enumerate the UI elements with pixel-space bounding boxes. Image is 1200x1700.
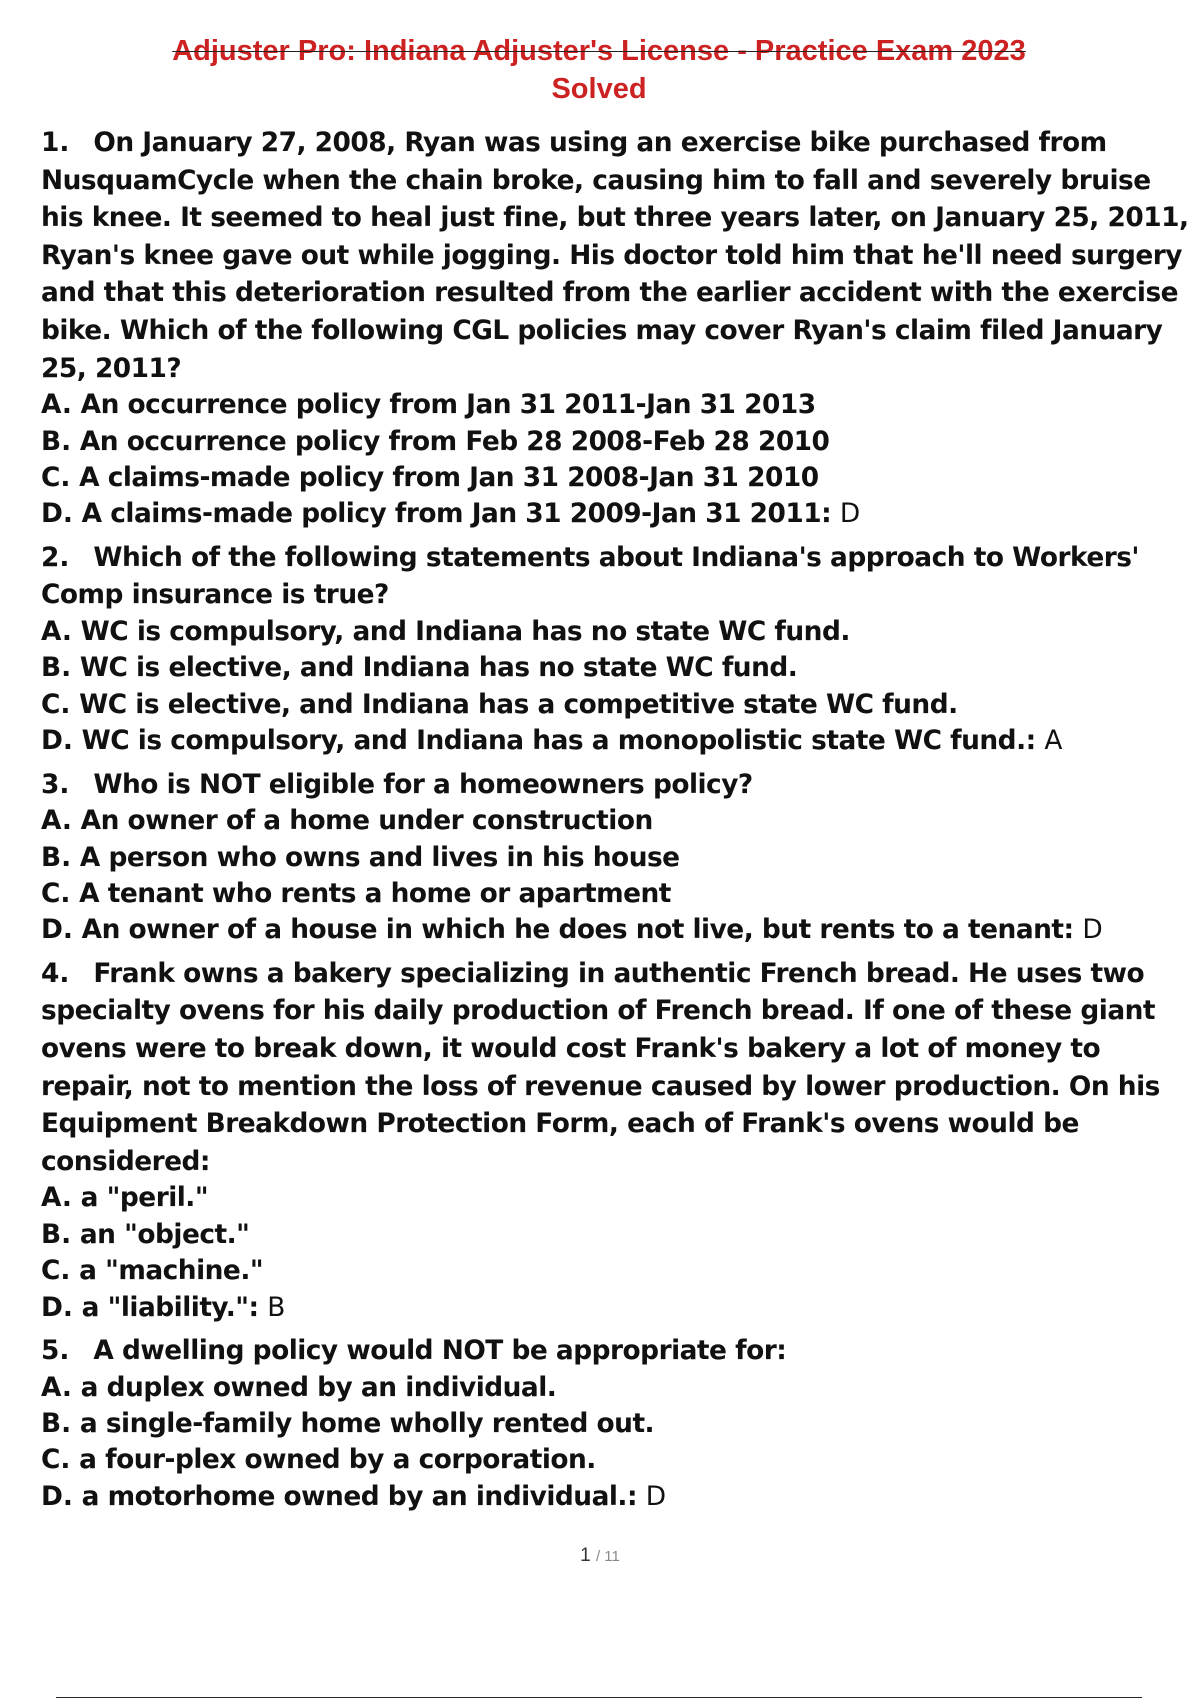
option-text: WC is elective, and Indiana has no state WC fund. (79, 652, 798, 684)
option-text: An owner of a home under construction (80, 805, 653, 837)
option-letter: B. (41, 1408, 72, 1439)
question-number: 5. (41, 1335, 70, 1366)
option-text: a motorhome owned by an individual.: (81, 1480, 638, 1512)
option-d (41, 1290, 1191, 1326)
option-a (41, 1180, 1191, 1216)
option-text: a four-plex owned by a corporation. (79, 1444, 596, 1476)
option-d (41, 496, 1191, 532)
option-c (41, 687, 1191, 723)
option-letter: B. (41, 425, 72, 457)
question-text (41, 955, 1191, 1181)
option-letter: D. (41, 914, 73, 946)
option-text: a single-family home wholly rented out. (79, 1408, 655, 1439)
question-text (41, 1332, 1191, 1370)
option-letter: C. (41, 1255, 71, 1287)
question-body: A dwelling policy would NOT be appropriate for: (93, 1335, 787, 1366)
answer-key: B (267, 1291, 285, 1323)
option-text: An occurrence policy from Jan 31 2011-Jan 31 2013 (80, 389, 816, 421)
question-body: Which of the following statements about Indiana's approach to Workers' Comp insurance is true? (41, 541, 1140, 611)
option-text: a duplex owned by an individual. (80, 1371, 557, 1403)
question-number: 3. (41, 768, 70, 800)
option-b (41, 840, 1191, 876)
option-d (41, 912, 1191, 948)
option-letter: A. (41, 805, 72, 837)
page-number (0, 1545, 1200, 1567)
page-total: / 11 (595, 1548, 620, 1565)
question-text (41, 766, 1191, 804)
question-text (41, 539, 1191, 614)
answer-key: D (839, 498, 860, 530)
option-text: an "object." (79, 1218, 250, 1250)
option-a (41, 1370, 1191, 1406)
option-letter: B. (41, 1218, 72, 1250)
title-line-2: Solved (551, 73, 647, 105)
bottom-divider (56, 1697, 1142, 1698)
option-text: An occurrence policy from Feb 28 2008-Feb 28 2010 (79, 425, 830, 457)
option-d (41, 723, 1191, 759)
page-current: 1 (580, 1545, 591, 1566)
question-2 (41, 539, 1191, 760)
option-letter: C. (41, 878, 71, 909)
option-text: WC is elective, and Indiana has a competitive state WC fund. (79, 688, 958, 720)
option-letter: D. (41, 498, 73, 530)
option-text: WC is compulsory, and Indiana has a monopolistic state WC fund.: (81, 725, 1036, 757)
question-number: 4. (41, 957, 70, 989)
option-text: a "machine." (79, 1255, 264, 1287)
option-letter: C. (41, 688, 71, 720)
option-b (41, 1406, 1191, 1442)
option-list (41, 387, 1191, 533)
option-text: a "liability.": (81, 1291, 259, 1323)
option-b (41, 1217, 1191, 1253)
option-a (41, 387, 1191, 423)
option-letter: C. (41, 1444, 71, 1476)
option-text: An owner of a house in which he does not live, but rents to a tenant: (81, 914, 1074, 946)
option-list (41, 803, 1191, 949)
option-letter: A. (41, 1182, 72, 1214)
option-letter: A. (41, 1371, 72, 1403)
option-list (41, 1180, 1191, 1326)
answer-key: D (645, 1480, 666, 1512)
option-letter: C. (41, 461, 71, 493)
option-letter: D. (41, 1291, 73, 1323)
option-text: a "peril." (80, 1182, 209, 1214)
option-letter: A. (41, 615, 72, 647)
option-c (41, 1442, 1191, 1478)
question-1 (41, 124, 1191, 533)
question-list (41, 124, 1191, 1521)
answer-key: A (1044, 725, 1062, 757)
option-c (41, 1253, 1191, 1289)
option-list (41, 1370, 1191, 1516)
option-letter: D. (41, 725, 73, 757)
option-a (41, 803, 1191, 839)
option-a (41, 614, 1191, 650)
question-body: On January 27, 2008, Ryan was using an exercise bike purchased from NusquamCycle when the chain broke, causing him to fall and severely bruise his knee. It seemed to heal just fine, but three years later, on January 25, 2011, Ryan's knee gave out while jogging. His doctor told him that he'll need surgery and that this deterioration resulted from the earlier accident with the exercise bike. Which of the following CGL policies may cover Ryan's claim filed January 25, 2011? (41, 127, 1189, 384)
option-c (41, 460, 1191, 496)
option-d (41, 1479, 1191, 1515)
option-letter: B. (41, 841, 72, 873)
question-5 (41, 1332, 1191, 1515)
document-title (56, 32, 1142, 108)
question-3 (41, 766, 1191, 949)
option-list (41, 614, 1191, 760)
question-4 (41, 955, 1191, 1326)
option-text: A claims-made policy from Jan 31 2009-Jan 31 2011: (81, 498, 832, 530)
answer-key: D (1082, 914, 1103, 946)
option-text: A claims-made policy from Jan 31 2008-Jan 31 2010 (79, 461, 819, 493)
title-line-1: Adjuster Pro: Indiana Adjuster's License - Practice Exam 2023 (172, 35, 1026, 67)
question-text (41, 124, 1191, 387)
option-text: A person who owns and lives in his house (79, 841, 680, 873)
option-letter: D. (41, 1480, 73, 1512)
option-letter: B. (41, 652, 72, 684)
question-number: 2. (41, 541, 70, 573)
question-body: Frank owns a bakery specializing in authentic French bread. He uses two specialty ovens for his daily production of French bread. If one of these giant ovens were to break down, it would cost Frank's bakery a lot of money to repair, not to mention the loss of revenue caused by lower production. On his Equipment Breakdown Protection Form, each of Frank's ovens would be considered: (41, 957, 1160, 1177)
option-text: WC is compulsory, and Indiana has no state WC fund. (80, 615, 850, 647)
option-text: A tenant who rents a home or apartment (79, 878, 671, 909)
option-b (41, 650, 1191, 686)
question-number: 1. (41, 127, 70, 158)
option-letter: A. (41, 389, 72, 421)
question-body: Who is NOT eligible for a homeowners policy? (93, 768, 753, 800)
option-c (41, 876, 1191, 912)
option-b (41, 424, 1191, 460)
